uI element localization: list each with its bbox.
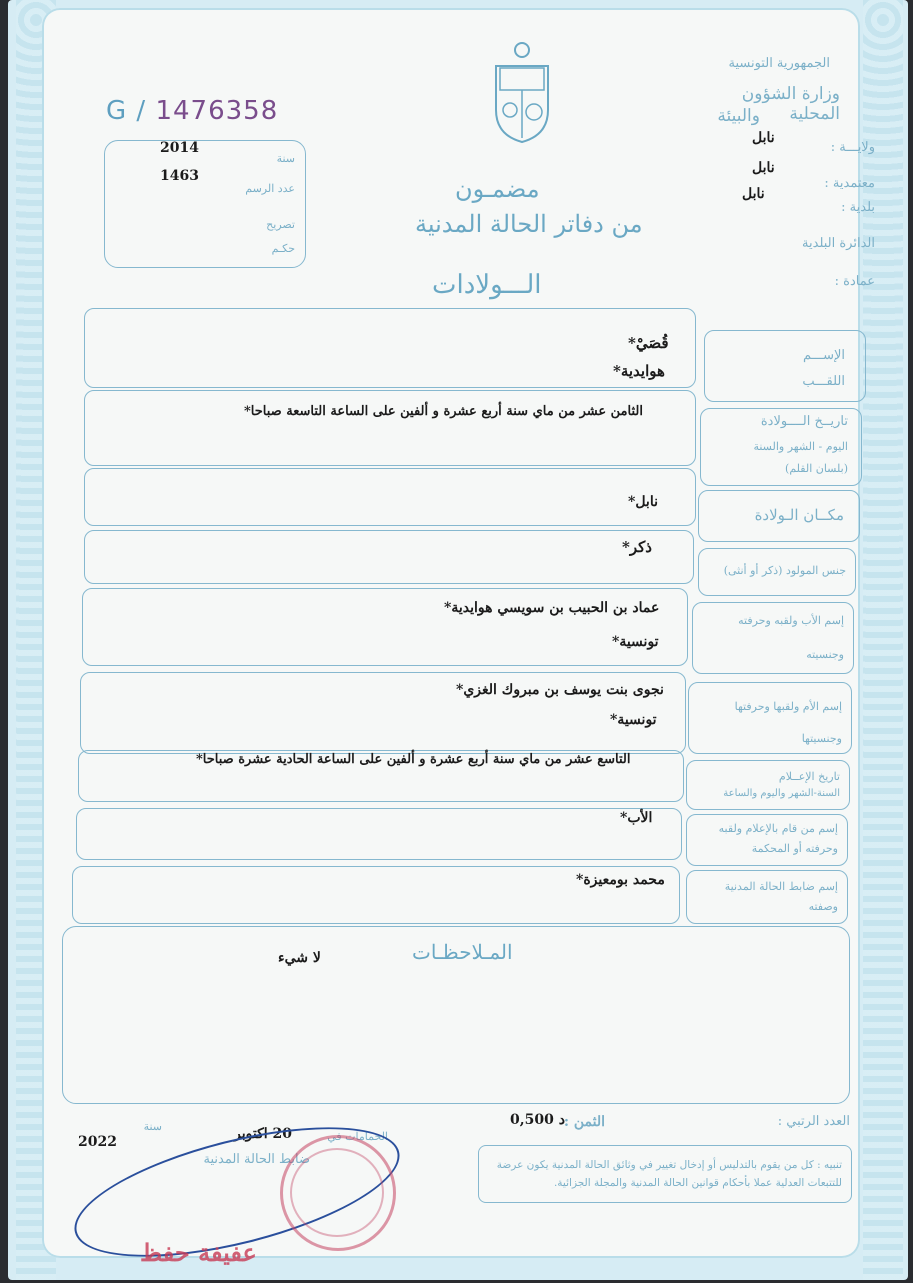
- label-surname: اللقـــب: [802, 374, 845, 389]
- label-box-father: [692, 602, 854, 674]
- label-box-officer: [686, 870, 848, 924]
- label-birth-place: مكــان الـولادة: [754, 506, 844, 524]
- label-birth-date-words: (بلسان القلم): [785, 462, 848, 475]
- governorate-label: ولايـــة :: [830, 140, 875, 155]
- delegation-label: معتمدية :: [824, 176, 875, 191]
- year-value: 2022: [78, 1134, 117, 1150]
- value-mother: نجوى بنت يوسف بن مبروك الغزي*: [456, 682, 664, 698]
- record-year-label: سنة: [276, 152, 295, 165]
- label-box-declaration-date: [686, 760, 850, 810]
- remarks-label: المـلاحظـات: [412, 940, 513, 964]
- red-stamp-text: عفيفة حفظ: [140, 1238, 257, 1267]
- title-civil-registers: من دفاتر الحالة المدنية: [415, 210, 643, 238]
- serial-number: [106, 96, 278, 126]
- title-extract: مضمـون: [455, 175, 540, 203]
- value-first-name: قُصَيْ*: [628, 334, 669, 352]
- value-gender: ذكر*: [622, 538, 652, 556]
- delegation-value: نابل: [752, 160, 775, 176]
- municipality-value: نابل: [742, 186, 765, 202]
- label-mother-nationality: وجنسيتها: [801, 732, 842, 745]
- municipality-label: بلدية :: [841, 200, 875, 215]
- value-officer: محمد بومعيزة*: [576, 872, 665, 888]
- record-act-value: 1463: [160, 168, 199, 184]
- field-box-name: [84, 308, 696, 388]
- value-declaration-date: التاسع عشر من ماي سنة أربع عشرة و ألفين على الساعة الحادية عشرة صباحا*: [196, 752, 631, 767]
- field-box-declarant: [76, 808, 682, 860]
- ministry-line2: والبيئة: [717, 106, 760, 126]
- label-father: إسم الأب ولقبه وحرفته: [738, 614, 844, 627]
- record-year-value: 2014: [160, 140, 199, 156]
- right-border-pattern: [863, 0, 903, 1280]
- ministry-line1: وزارة الشؤون المحلية: [741, 84, 840, 124]
- value-father-nationality: تونسية*: [612, 634, 659, 650]
- serial-prefix: G /: [106, 96, 147, 126]
- value-surname: هوايدية*: [613, 362, 665, 380]
- value-birth-place: نابل*: [628, 494, 658, 510]
- label-birth-date-sub: اليوم - الشهر والسنة: [753, 440, 848, 453]
- label-gender: جنس المولود (ذكر أو أنثى): [723, 564, 846, 577]
- label-declarant-sub: وحرفته أو المحكمة: [751, 842, 838, 855]
- value-mother-nationality: تونسية*: [610, 712, 657, 728]
- republic-label: الجمهورية التونسية: [728, 56, 830, 71]
- value-father: عماد بن الحبيب بن سويسي هوايدية*: [444, 600, 660, 616]
- officer-signature-label: ضابط الحالة المدنية: [203, 1152, 310, 1167]
- field-box-gender: [84, 530, 694, 584]
- label-mother: إسم الأم ولقبها وحرفتها: [734, 700, 842, 713]
- serial-value: 1476358: [155, 96, 279, 126]
- field-box-birth-date: [84, 390, 696, 466]
- record-judgment-label: حكـم: [271, 242, 295, 255]
- place-label: الحمامات في: [327, 1130, 388, 1143]
- label-officer: إسم ضابط الحالة المدنية: [724, 880, 838, 893]
- label-declarant: إسم من قام بالإعلام ولقبه: [718, 822, 838, 835]
- price-label: الثمن :: [563, 1114, 605, 1130]
- label-officer-title: وصفته: [808, 900, 838, 913]
- label-box-name: [704, 330, 866, 402]
- omda-label: عمادة :: [834, 274, 875, 289]
- year-label: سنة: [143, 1120, 162, 1133]
- label-father-nationality: وجنسيته: [806, 648, 844, 661]
- date-value: 20 اكتوبر: [234, 1126, 292, 1142]
- label-declaration-date: تاريخ الإعــلام: [778, 770, 840, 783]
- official-stamp-inner-icon: [290, 1148, 384, 1237]
- remarks-value: لا شيء: [278, 950, 321, 966]
- value-declarant: الأب*: [620, 810, 653, 826]
- district-label: الدائرة البلدية: [802, 236, 875, 251]
- record-decl-label: تصريح: [266, 218, 295, 231]
- value-birth-date: الثامن عشر من ماي سنة أربع عشرة و ألفين على الساعة التاسعة صباحا*: [244, 404, 643, 419]
- governorate-value: نابل: [752, 130, 775, 146]
- serial-order-label: العدد الرتبي :: [777, 1114, 850, 1129]
- tunisia-coat-of-arms-icon: [490, 40, 554, 145]
- warning-notice-text: تنبيه : كل من يقوم بالتدليس أو إدخال تغيير في وثائق الحالة المدنية يكون عرضة للتتبعات العدلية عملا بأحكام قوانين الحالة المدنية والمجلة الجزائية.: [496, 1159, 842, 1189]
- label-birth-date: تاريــخ الــــولادة: [760, 414, 848, 429]
- price-value: 0,500 د: [510, 1112, 565, 1128]
- record-act-label: عدد الرسم: [245, 182, 295, 195]
- label-name: الإســـم: [803, 348, 845, 363]
- label-declaration-date-sub: السنة-الشهر واليوم والساعة: [723, 788, 840, 799]
- title-births: الـــولادات: [432, 270, 542, 300]
- field-box-birth-place: [84, 468, 696, 526]
